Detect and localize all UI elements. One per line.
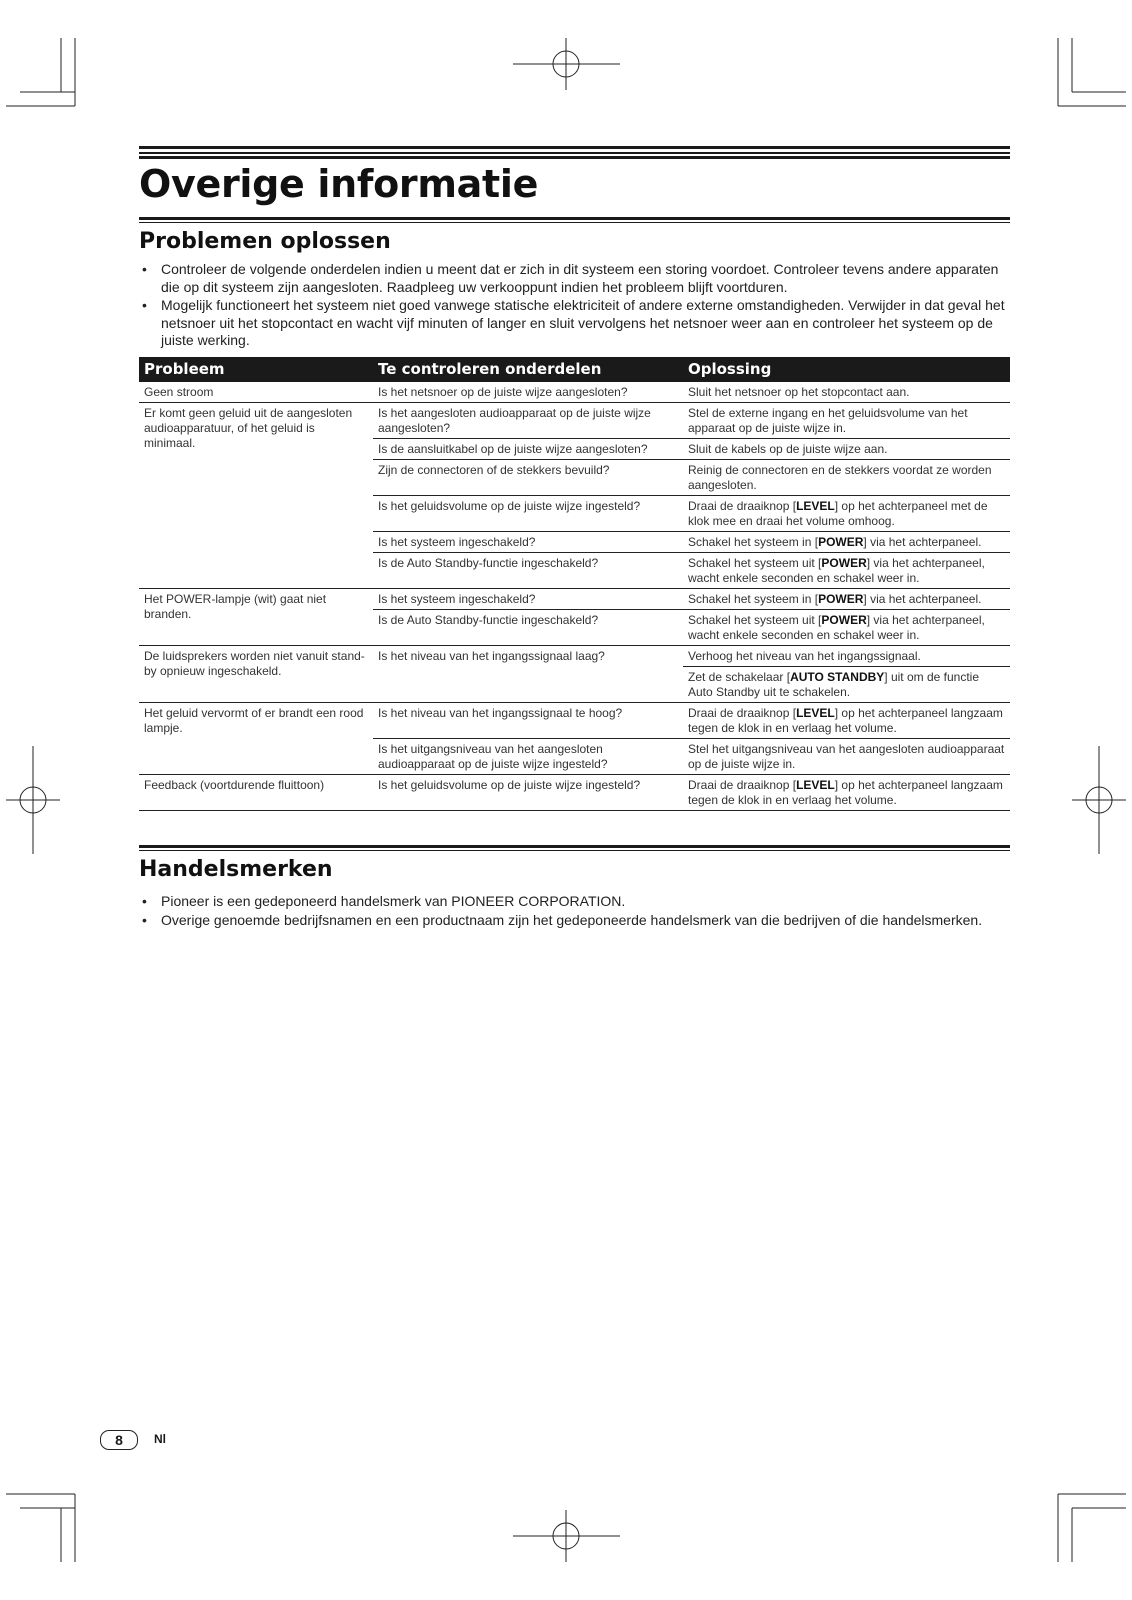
solution-cell: Schakel het systeem uit [POWER] via het achterpaneel, wacht enkele seconden en schakel weer in. [683, 610, 1010, 646]
key-label: LEVEL [796, 778, 835, 792]
problem-cell: De luidsprekers worden niet vanuit stand-by opnieuw ingeschakeld. [139, 646, 373, 703]
troubleshooting-bullets [139, 261, 1014, 351]
check-cell: Is het niveau van het ingangssignaal laag? [373, 646, 683, 703]
solution-cell: Stel het uitgangsniveau van het aangesloten audioapparaat op de juiste wijze in. [683, 739, 1010, 775]
key-label: AUTO STANDBY [790, 670, 885, 684]
check-cell: Is het geluidsvolume op de juiste wijze ingesteld? [373, 496, 683, 532]
problem-cell: Feedback (voortdurende fluittoon) [139, 775, 373, 811]
key-label: POWER [818, 535, 864, 549]
list-item: • Overige genoemde bedrijfsnamen en een productnaam zijn het gedeponeerde handelsmerk van die bedrijven of die handelsmerken. [139, 912, 1019, 930]
solution-cell: Zet de schakelaar [AUTO STANDBY] uit om de functie Auto Standby uit te schakelen. [683, 667, 1010, 703]
solution-cell: Draai de draaiknop [LEVEL] op het achterpaneel langzaam tegen de klok in en verlaag het volume. [683, 775, 1010, 811]
problem-cell: Het geluid vervormt of er brandt een rood lampje. [139, 703, 373, 775]
header-solution: Oplossing [683, 357, 1010, 382]
page-number: 8 [100, 1430, 138, 1450]
problem-cell: Het POWER-lampje (wit) gaat niet branden. [139, 589, 373, 646]
table-row [139, 703, 1010, 739]
solution-cell: Reinig de connectoren en de stekkers voordat ze worden aangesloten. [683, 460, 1010, 496]
problem-cell: Er komt geen geluid uit de aangesloten audioapparatuur, of het geluid is minimaal. [139, 403, 373, 589]
section-rule [139, 217, 1010, 225]
key-label: POWER [818, 592, 864, 606]
solution-cell: Stel de externe ingang en het geluidsvolume van het apparaat op de juiste wijze in. [683, 403, 1010, 439]
check-cell: Is de Auto Standby-functie ingeschakeld? [373, 553, 683, 589]
table-row [139, 382, 1010, 403]
key-label: POWER [821, 556, 867, 570]
list-item: • Pioneer is een gedeponeerd handelsmerk van PIONEER CORPORATION. [139, 893, 1019, 911]
check-cell: Is de aansluitkabel op de juiste wijze aangesloten? [373, 439, 683, 460]
solution-cell: Draai de draaiknop [LEVEL] op het achterpaneel met de klok mee en draai het volume omhoog. [683, 496, 1010, 532]
troubleshooting-table [139, 357, 1010, 811]
key-label: LEVEL [796, 499, 835, 513]
table-row [139, 775, 1010, 811]
problem-cell: Geen stroom [139, 382, 373, 403]
title-rule [139, 146, 1010, 160]
header-check: Te controleren onderdelen [373, 357, 683, 382]
list-item: • Mogelijk functioneert het systeem niet goed vanwege statische elektriciteit of andere externe omstandigheden. Verwijder in dat geval het netsnoer uit het stopcontact en wacht vijf minuten of langer en sluit vervolgens het netsnoer weer aan en controleer het systeem op de juiste werking. [139, 297, 1014, 350]
troubleshooting-heading: Problemen oplossen [139, 229, 391, 254]
check-cell: Is het systeem ingeschakeld? [373, 532, 683, 553]
solution-cell: Sluit de kabels op de juiste wijze aan. [683, 439, 1010, 460]
table-header-row [139, 357, 1010, 382]
key-label: LEVEL [796, 706, 835, 720]
section-rule [139, 845, 1010, 853]
solution-cell: Schakel het systeem in [POWER] via het achterpaneel. [683, 589, 1010, 610]
key-label: POWER [821, 613, 867, 627]
check-cell: Is het niveau van het ingangssignaal te hoog? [373, 703, 683, 739]
page-title: Overige informatie [139, 162, 539, 206]
trademarks-heading: Handelsmerken [139, 857, 333, 882]
check-cell: Is het uitgangsniveau van het aangesloten audioapparaat op de juiste wijze ingesteld? [373, 739, 683, 775]
check-cell: Is het aangesloten audioapparaat op de juiste wijze aangesloten? [373, 403, 683, 439]
check-cell: Is de Auto Standby-functie ingeschakeld? [373, 610, 683, 646]
solution-cell: Sluit het netsnoer op het stopcontact aan. [683, 382, 1010, 403]
check-cell: Is het systeem ingeschakeld? [373, 589, 683, 610]
table-row [139, 589, 1010, 610]
solution-cell: Schakel het systeem uit [POWER] via het achterpaneel, wacht enkele seconden en schakel weer in. [683, 553, 1010, 589]
check-cell: Zijn de connectoren of de stekkers bevuild? [373, 460, 683, 496]
language-code: Nl [154, 1432, 166, 1446]
solution-cell: Verhoog het niveau van het ingangssignaal. [683, 646, 1010, 667]
table-row [139, 646, 1010, 667]
check-cell: Is het geluidsvolume op de juiste wijze ingesteld? [373, 775, 683, 811]
list-item: • Controleer de volgende onderdelen indien u meent dat er zich in dit systeem een storing voordoet. Controleer tevens andere apparaten die op dit systeem zijn aangesloten. Raadpleeg uw verkooppunt indien het probleem blijft voortduren. [139, 261, 1014, 296]
table-row [139, 403, 1010, 439]
check-cell: Is het netsnoer op de juiste wijze aangesloten? [373, 382, 683, 403]
header-problem: Probleem [139, 357, 373, 382]
solution-cell: Draai de draaiknop [LEVEL] op het achterpaneel langzaam tegen de klok in en verlaag het volume. [683, 703, 1010, 739]
solution-cell: Schakel het systeem in [POWER] via het achterpaneel. [683, 532, 1010, 553]
trademarks-bullets [139, 893, 1019, 930]
